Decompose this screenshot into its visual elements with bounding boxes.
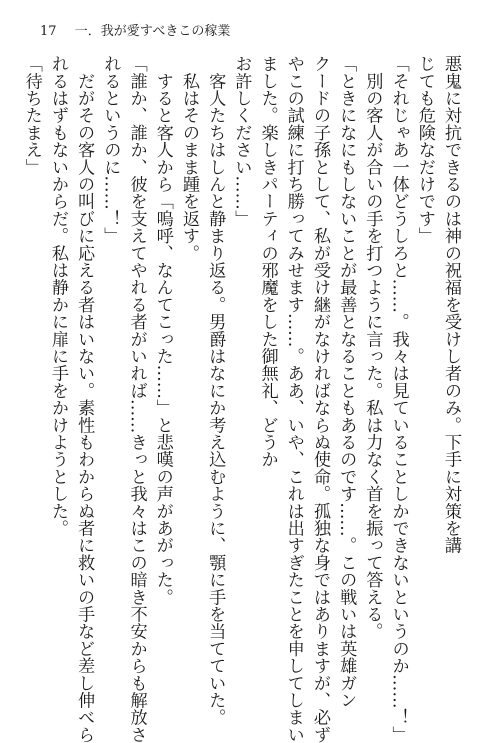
text-line: すると客人から「嗚呼、なんてこった……」と悲嘆の声があがった。 xyxy=(152,55,173,606)
text-line: だがその客人の叫びに応える者はいない。素性もわからぬ者に救いの手など差し伸べら xyxy=(74,55,95,743)
text-line: じても危険なだけです」 xyxy=(414,55,435,245)
text-line: 「ときになにもしないことが最善となることもあるのです……。この戦いは英雄ガン xyxy=(336,55,357,709)
text-line: 悪鬼に対抗できるのは神の祝福を受けし者のみ。下手に対策を講 xyxy=(441,55,461,554)
text-line: ました。楽しきパーティの邪魔をした御無礼、どうか xyxy=(257,55,278,468)
text-line: 「誰か、誰か、彼を支えてやれる者がいれば……きっと我々はこの暗き不安からも解放さ xyxy=(126,55,147,743)
vertical-text-body xyxy=(21,55,464,743)
text-line: 「それじゃあ一体どうしろと……。我々は見ていることしかできないというのか……！」 xyxy=(388,55,409,743)
chapter-title: 一．我が愛すべきこの稼業 xyxy=(74,24,231,39)
text-line: 別の客人が合いの手を打つように言った。私は力なく首を振って答える。 xyxy=(362,55,383,640)
text-line: やこの試練に打ち勝ってみせます……。ああ、いや、これは出すぎたことを申してしまい xyxy=(283,55,304,743)
page-number: 17 xyxy=(40,24,57,39)
text-line: 「待ちたまえ」 xyxy=(21,55,42,176)
page-header xyxy=(40,22,230,42)
text-line: クードの子孫として、私が受け継がなければならぬ使命。孤独な身ではありますが、必ず xyxy=(309,55,330,743)
text-line: お許しください……」 xyxy=(231,55,252,227)
text-line: 客人たちはしんと静まり返る。男爵はなにか考え込むように、顎に手を当てていた。 xyxy=(205,55,226,726)
text-line: 私はそのまま踵を返す。 xyxy=(178,55,199,262)
text-line: れるはずもないからだ。私は静かに扉に手をかけようとした。 xyxy=(47,55,68,537)
text-line: れるというのに……！」 xyxy=(100,55,121,245)
